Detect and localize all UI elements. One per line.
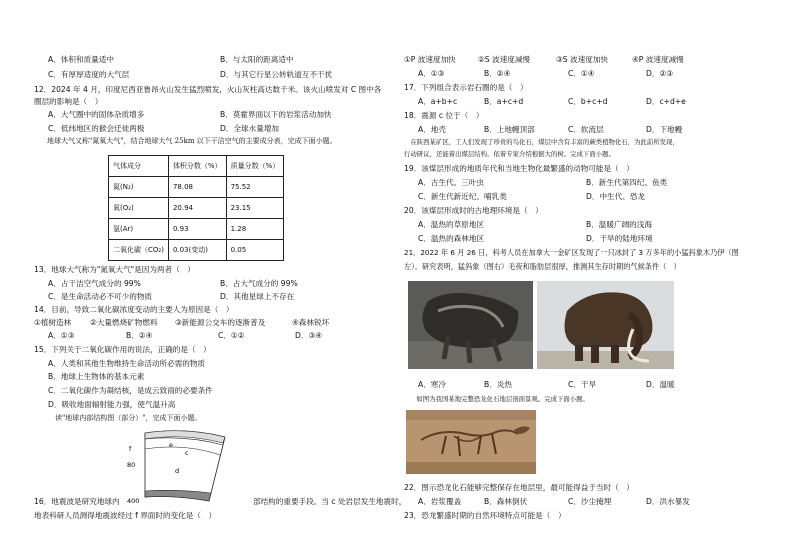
- q13-option-b: B．占大气成分的 99%: [220, 279, 298, 288]
- q16-stem-line2: 地表科研人员测得地震波经过 f 界面时的变化是（ ）: [34, 511, 217, 520]
- intro-coal-line2: 行动研议，还能着出煤层结构。依着专家介绍根据大的树。完成下面小题。: [404, 150, 615, 158]
- table-cell: 0.05: [226, 240, 284, 261]
- q17-option-b: B．a+c+d: [484, 97, 524, 106]
- q17-option-c: C．b+c+d: [568, 97, 608, 106]
- q15-option-d: D．吸收地面辐射能力强，使气温升高: [48, 400, 176, 409]
- intro-dinosaur: 如图为我国某地完整恐龙化石地层剖面景观。完成下面小题。: [410, 395, 589, 403]
- q12-option-c: C．低纬地区的猴会迁徙两极: [48, 124, 145, 133]
- table-cell: 氩(Ar): [109, 219, 169, 240]
- q12-option-d: D．全球水量增加: [220, 124, 280, 133]
- label-depth-80: 80: [127, 461, 136, 469]
- q13-option-c: C．是生命活动必不可少的物质: [48, 292, 153, 301]
- q17-option-a: A．a+b+c: [418, 97, 458, 106]
- table-header-cell: 质量分数（%）: [226, 156, 284, 177]
- table-cell: 20.94: [168, 198, 226, 219]
- label-e: e: [169, 441, 173, 449]
- q16-option-c: C．①④: [568, 69, 595, 78]
- q14-option-a: A．①③: [48, 331, 75, 340]
- q14-item-4: ④森林锐坏: [292, 318, 330, 327]
- intro-coal-line1: 在陕西某矿区，工人们发现了珍贵的鸟化石，煤层中含有丰富的蕨类植物化石，为此前所发现，: [404, 138, 679, 146]
- q11-option-b: B．与太阳的距离适中: [220, 55, 294, 64]
- label-d: d: [175, 467, 180, 475]
- q16-stem-part1: 16．地震波是研究地球内: [34, 497, 120, 506]
- table-header-cell: 体积分数（%）: [168, 156, 226, 177]
- mammoth-mummy-photo: [408, 281, 533, 369]
- earth-interior-diagram: [125, 425, 235, 505]
- q20-option-c: C．温热的森林地区: [418, 234, 485, 243]
- q14-option-c: C．①②: [218, 331, 245, 340]
- wave-item-1: ①P 波速度加快: [404, 55, 456, 64]
- q19-stem: 19．该煤层形成的地质年代和当地生物化最繁盛的动物可能是（ ）: [404, 164, 634, 173]
- table-header-row: [109, 156, 284, 177]
- q18-option-d: D．下地幔: [646, 125, 683, 134]
- q17-option-d: D．c+d+e: [646, 97, 686, 106]
- q21-option-b: B．炎热: [484, 380, 512, 389]
- q12-option-a: A．大气圈中的固体杂质增多: [48, 110, 145, 119]
- table-cell: 氧(O₂): [109, 198, 169, 219]
- q11-option-a: A．体积和质量适中: [48, 55, 114, 64]
- table-header-cell: 气体成分: [109, 156, 169, 177]
- q13-stem: 13．地球大气称为"氮氧大气"是因为两者（ ）: [34, 265, 195, 274]
- table-cell: 1.28: [226, 219, 284, 240]
- q22-option-c: C．沙尘掩埋: [568, 497, 612, 506]
- q17-stem: 17．下列组合表示岩石圈的是（ ）: [404, 83, 528, 92]
- q16-option-a: A．①③: [418, 69, 445, 78]
- q22-option-d: D．洪水暴发: [646, 497, 690, 506]
- q20-option-b: B．温暖广阔的浅海: [586, 220, 652, 229]
- table-row: [109, 177, 284, 198]
- dinosaur-fossil-photo: [406, 410, 536, 474]
- q13-option-d: D．其他星球上不存在: [220, 292, 295, 301]
- q15-option-c: C．二氧化碳作为凝结核，是成云致雨的必要条件: [48, 386, 213, 395]
- q14-option-d: D．③④: [295, 331, 323, 340]
- q21-option-d: D．温暖: [646, 380, 675, 389]
- woolly-mammoth-photo: [537, 281, 674, 369]
- q20-option-a: A．温热的草原地区: [418, 220, 484, 229]
- q15-option-b: B．地球上生物体的基本元素: [48, 372, 145, 381]
- q22-option-b: B．森林倒伏: [484, 497, 528, 506]
- q20-stem: 20．该煤层形成时的古地理环境是（ ）: [404, 206, 543, 215]
- q18-stem: 18．震源 c 位于（ ）: [404, 111, 484, 120]
- q22-option-a: A．岩浆覆盖: [418, 497, 462, 506]
- q16-option-b: B．②④: [484, 69, 511, 78]
- table-cell: 二氧化碳（CO₂): [109, 240, 169, 261]
- label-c: c: [185, 449, 189, 457]
- q14-item-3: ③新能源公交车的逐渐普及: [175, 318, 266, 327]
- q12-option-b: B．莫霍界面以下的岩浆活动加快: [220, 110, 332, 119]
- table-row: [109, 198, 284, 219]
- q11-option-d: D．与其它行星公转轨道互不干扰: [220, 70, 333, 79]
- q15-stem: 15．下列关于二氧化碳作用的说法，正确的是（ ）: [34, 345, 211, 354]
- intro-atmosphere: 地球大气又称"氮氧大气"，结合地球大气 25km 以下干洁空气的主要成分表，完成下面小题。: [40, 137, 337, 145]
- q18-option-a: A．地壳: [418, 125, 446, 134]
- q16-option-d: D．②③: [646, 69, 674, 78]
- q19-option-b: B．新生代第四纪、鱼类: [586, 178, 668, 187]
- wave-item-4: ④P 波速度减慢: [632, 55, 684, 64]
- table-row: [109, 240, 284, 261]
- q18-option-c: C．软流层: [568, 125, 604, 134]
- q14-item-2: ②大量燃烧矿物燃料: [90, 318, 158, 327]
- q23-stem: 23．恐龙繁盛时期的自然环境特点可能是（ ）: [404, 511, 566, 520]
- q11-option-c: C．有厚厚适度的大气层: [48, 70, 130, 79]
- q14-item-1: ①植树造林: [34, 318, 72, 327]
- table-row: [109, 219, 284, 240]
- q19-option-d: D．中生代、恐龙: [586, 192, 646, 201]
- q15-option-a: A．人类和其他生物维持生命活动所必需的物质: [48, 359, 206, 368]
- table-cell: 78.08: [168, 177, 226, 198]
- q21-stem-line2: 左）。研究表明，猛犸象（图右）毛夜和脂肪层很厚，推测其生存时期的气候条件（ ）: [404, 262, 681, 271]
- table-cell: 0.93: [168, 219, 226, 240]
- q12-stem-line2: 圈层的影响是（ ）: [34, 97, 103, 106]
- intro-earth-interior: 读"地球内部结构图（部分）"，完成下面小题。: [48, 414, 202, 422]
- label-depth-400: 400: [127, 497, 140, 505]
- wave-item-3: ③S 波速度加快: [556, 55, 609, 64]
- wave-item-2: ②S 波速度减慢: [478, 55, 531, 64]
- q18-option-b: B．上地幔顶部: [484, 125, 535, 134]
- table-cell: 23.15: [226, 198, 284, 219]
- q14-option-b: B．②④: [126, 331, 153, 340]
- q21-stem-line1: 21．2022 年 6 月 26 日，科考人员在加拿大一金矿区发现了一只冰封了 3 万多年的小猛犸象木乃伊（图: [404, 248, 739, 257]
- q19-option-a: A．古生代、三叶虫: [418, 178, 484, 187]
- q21-option-c: C．干旱: [568, 380, 597, 389]
- q19-option-c: C．新生代新近纪、哺乳类: [418, 192, 507, 201]
- q14-stem: 14．目前，导致二氧化碳浓度变动的主要人为原因是（ ）: [34, 305, 234, 314]
- label-f: f: [129, 445, 132, 453]
- table-cell: 0.03(变动): [168, 240, 226, 261]
- q22-stem: 22．图示恐龙化石能够完整保存在地层里，最可能得益于当时（ ）: [404, 483, 634, 492]
- q13-option-a: A．占干洁空气成分的 99%: [48, 279, 141, 288]
- q20-option-d: D．干旱的陆地环境: [586, 234, 653, 243]
- q21-option-a: A．寒冷: [418, 380, 446, 389]
- gas-composition-table: [108, 155, 284, 261]
- q12-stem-line1: 12．2024 年 4 月，印度尼西亚鲁昂火山发生猛烈喷发，火山灰柱高达数千米。该火山喷发对 C 图中各: [34, 85, 382, 94]
- q16-stem-part2: 部结构的重要手段。当 c 处岩层发生地震时，: [253, 497, 407, 506]
- table-cell: 氮(N₂): [109, 177, 169, 198]
- table-cell: 75.52: [226, 177, 284, 198]
